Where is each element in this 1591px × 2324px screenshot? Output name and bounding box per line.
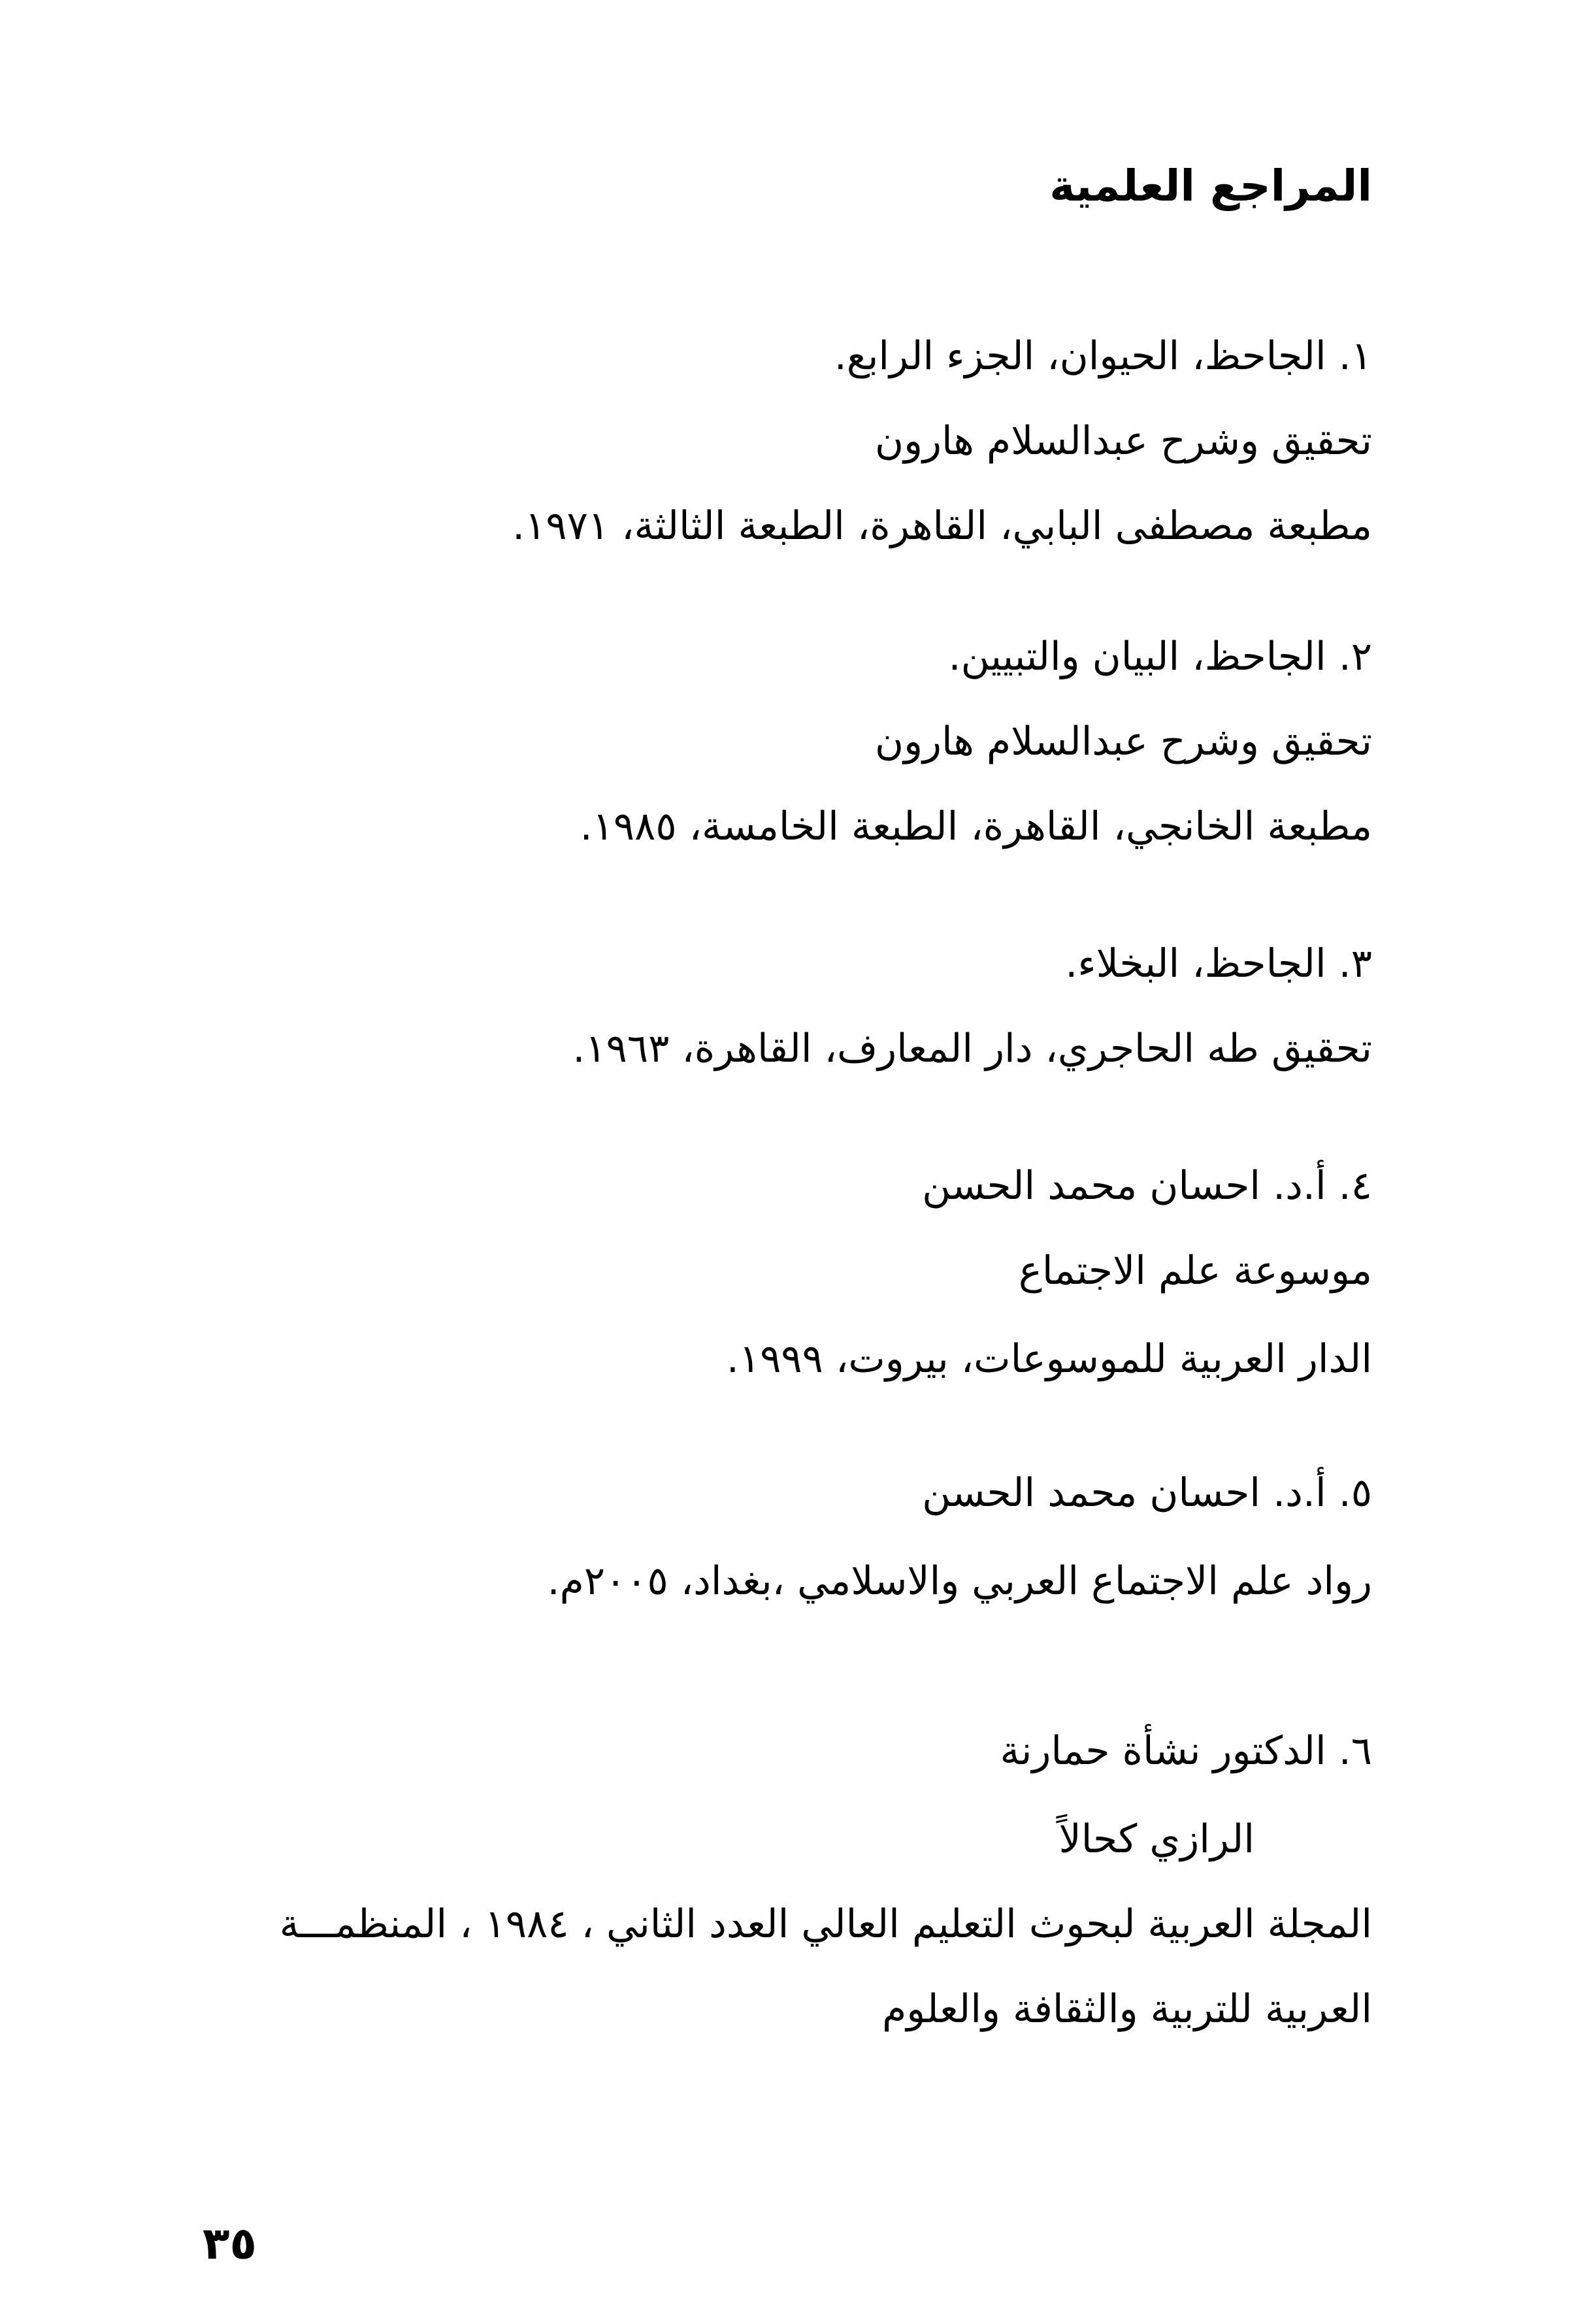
reference-2-publisher: مطبعة الخانجي، القاهرة، الطبعة الخامسة، ١٩٨٥. (580, 804, 1372, 849)
reference-4-author: ٤. أ.د. احسان محمد الحسن (922, 1163, 1372, 1209)
reference-1-publisher: مطبعة مصطفى البابي، القاهرة، الطبعة الثالثة، ١٩٧١. (512, 503, 1372, 549)
page-title: المراجع العلمية (1049, 161, 1372, 211)
page-number: ٣٥ (203, 2218, 257, 2270)
reference-1-title: ١. الجاحظ، الحيوان، الجزء الرابع. (834, 333, 1372, 379)
reference-6-organization: العربية للتربية والثقافة والعلوم (882, 1986, 1372, 2032)
reference-6-journal: المجلة العربية لبحوث التعليم العالي العدد الثاني ، ١٩٨٤ ، المنظمـــة (279, 1901, 1372, 1947)
reference-1-editor: تحقيق وشرح عبدالسلام هارون (875, 418, 1372, 464)
reference-5-title: رواد علم الاجتماع العربي والاسلامي ،بغداد، ٢٠٠٥م. (547, 1558, 1372, 1604)
reference-2-editor: تحقيق وشرح عبدالسلام هارون (875, 719, 1372, 764)
reference-3-title: ٣. الجاحظ، البخلاء. (1065, 941, 1372, 987)
reference-3-editor-publisher: تحقيق طه الحاجري، دار المعارف، القاهرة، ١٩٦٣. (572, 1026, 1372, 1072)
reference-6-author: ٦. الدكتور نشأة حمارنة (1000, 1728, 1372, 1774)
reference-5-author: ٥. أ.د. احسان محمد الحسن (922, 1470, 1372, 1516)
reference-6-title: الرازي كحالاً (1058, 1816, 1255, 1862)
reference-2-title: ٢. الجاحظ، البيان والتبيين. (948, 634, 1372, 679)
reference-4-title: موسوعة علم الاجتماع (1019, 1248, 1372, 1294)
reference-4-publisher: الدار العربية للموسوعات، بيروت، ١٩٩٩. (726, 1336, 1372, 1382)
